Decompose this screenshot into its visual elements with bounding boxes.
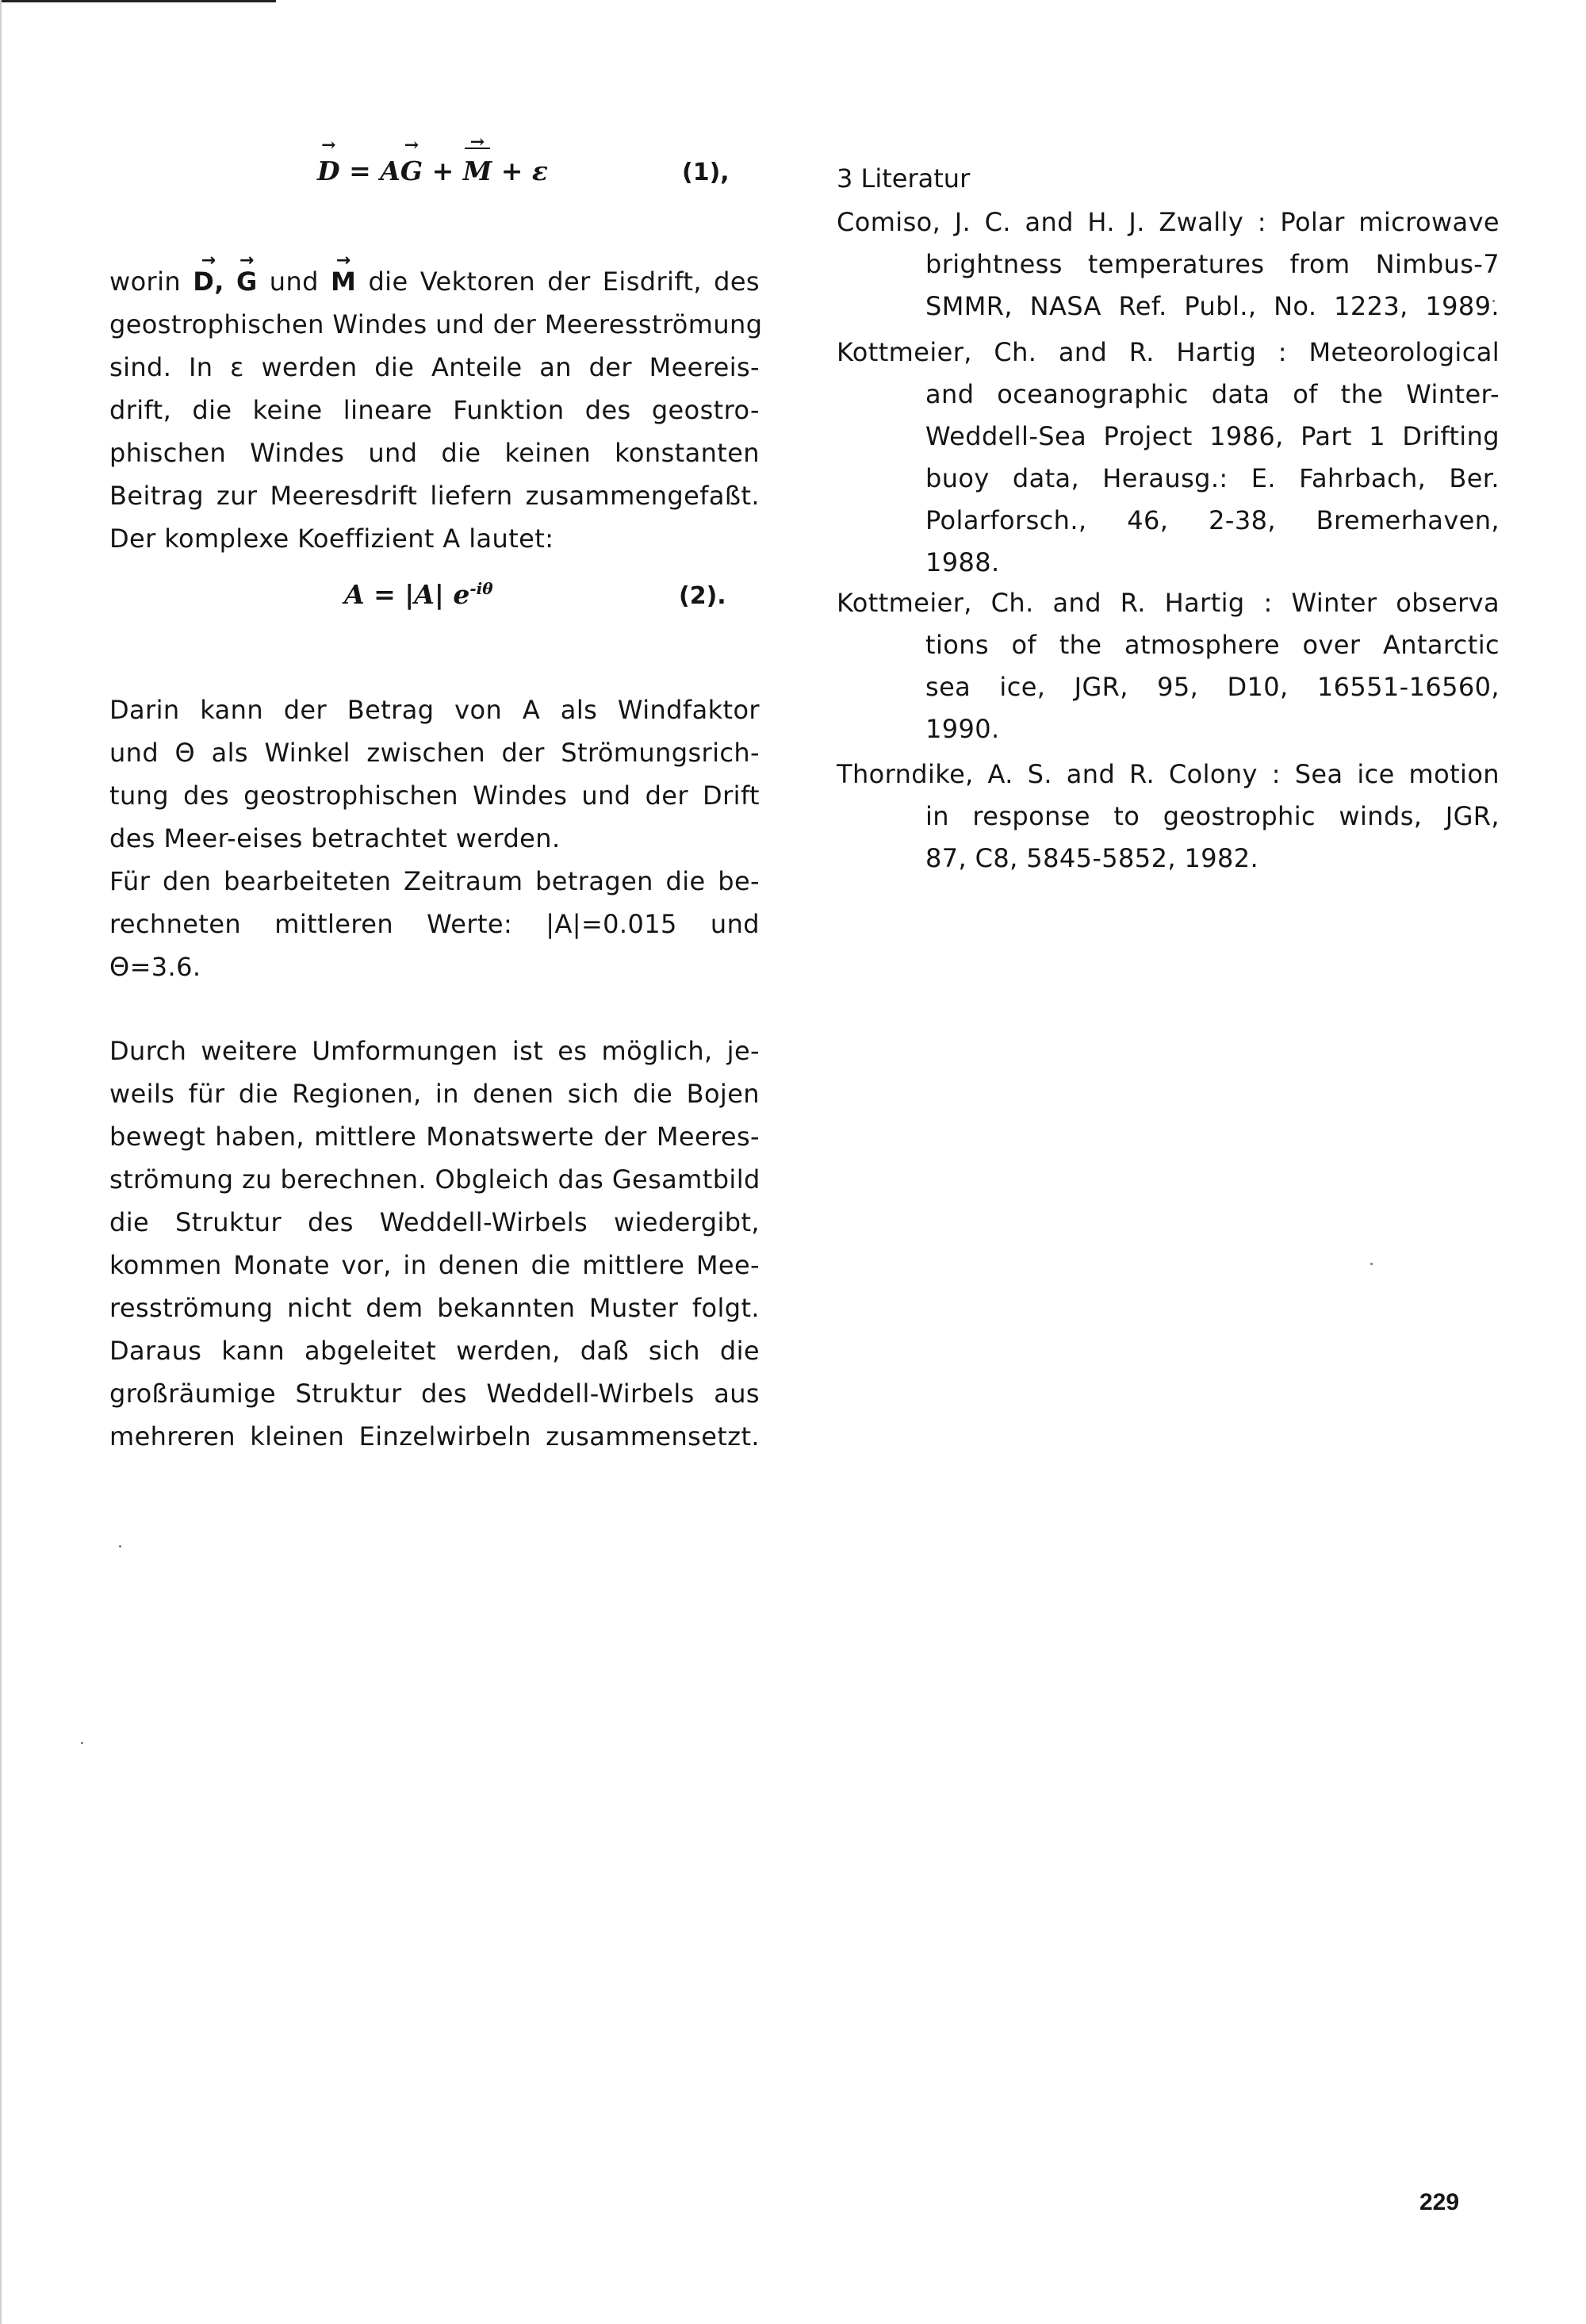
vector-m-mean: → M [463, 155, 492, 186]
reference-line: and oceanographic data of the Winter- [925, 379, 1500, 409]
reference-line: SMMR, NASA Ref. Publ., No. 1223, 1989. [925, 291, 1500, 321]
reference-line: Weddell-Sea Project 1986, Part 1 Drifting [925, 421, 1500, 451]
reference-line: Comiso, J. C. and H. J. Zwally : Polar microwave [837, 207, 1500, 237]
text-line: geostrophischen Windes und der Meeresströmung [109, 309, 763, 339]
reference-line: Kottmeier, Ch. and R. Hartig : Winter observa [837, 588, 1500, 618]
equals-sign: = [349, 155, 371, 186]
top-rule [0, 0, 276, 2]
text-line: kommen Monate vor, in denen die mittlere Mee- [109, 1250, 760, 1280]
reference-comiso [837, 201, 1500, 328]
scan-speck [1370, 1263, 1373, 1265]
reference-line: tions of the atmosphere over Antarctic [925, 630, 1500, 660]
text-line: drift, die keine lineare Funktion des geostro- [109, 395, 760, 425]
scan-speck [81, 1742, 83, 1744]
reference-line: Thorndike, A. S. and R. Colony : Sea ice motion [837, 759, 1500, 789]
text-line: worin → D, → G und → M die Vektoren der Eisdrift, des [109, 260, 760, 303]
epsilon-term: ε [531, 155, 548, 186]
reference-line: 1988. [925, 547, 1000, 577]
equation-1 [317, 155, 548, 186]
text-line: des Meer-eises betrachtet werden. [109, 823, 561, 853]
scan-speck [119, 1545, 121, 1547]
reference-line: buoy data, Herausg.: E. Fahrbach, Ber. [925, 463, 1500, 493]
reference-line: brightness temperatures from Nimbus-7 [925, 249, 1500, 279]
plus-sign: + [431, 155, 454, 186]
reference-line: in response to geostrophic winds, JGR, [925, 801, 1500, 831]
text-line: sind. In ε werden die Anteile an der Meereis- [109, 352, 760, 382]
text-line: bewegt haben, mittlere Monatswerte der Meeres- [109, 1122, 760, 1152]
text-line: resströmung nicht dem bekannten Muster folgt. [109, 1293, 760, 1323]
text-line: Durch weitere Umformungen ist es möglich, je- [109, 1036, 760, 1066]
references-heading: 3 Literatur [837, 163, 971, 194]
reference-thorndike [837, 754, 1500, 880]
reference-line: 1990. [925, 714, 1000, 744]
text-line: strömung zu berechnen. Obgleich das Gesamtbild [109, 1164, 760, 1195]
plus-sign: + [500, 155, 523, 186]
equation-2-number: (2). [679, 582, 726, 610]
text-line: weils für die Regionen, in denen sich die Bojen [109, 1079, 760, 1109]
reference-line: 87, C8, 5845-5852, 1982. [925, 843, 1259, 873]
text-line: Der komplexe Koeffizient A lautet: [109, 523, 554, 554]
paragraph-windfactor [109, 688, 760, 988]
reference-kottmeier-1990 [837, 582, 1500, 750]
exponent: -iθ [469, 579, 493, 598]
text-line: Für den bearbeiteten Zeitraum betragen die be- [109, 866, 760, 896]
text-line: phischen Windes und die keinen konstanten [109, 438, 760, 468]
text-line: großräumige Struktur des Weddell-Wirbels aus [109, 1379, 760, 1409]
paragraph-vectors [109, 260, 763, 560]
vector-g-inline: → G [236, 260, 258, 303]
reference-kottmeier-1988 [837, 332, 1500, 584]
vector-m-inline: → M [331, 260, 356, 303]
text-line: rechneten mittleren Werte: |A|=0.015 und [109, 909, 760, 939]
reference-line: Kottmeier, Ch. and R. Hartig : Meteorological [837, 337, 1500, 367]
equation-2 [344, 579, 493, 610]
text-line: Daraus kann abgeleitet werden, daß sich die [109, 1336, 760, 1366]
text-line: mehreren kleinen Einzelwirbeln zusammensetzt. [109, 1421, 760, 1452]
equation-2-rhs: = |A| e [374, 579, 470, 610]
vector-g: → G [400, 155, 423, 186]
scan-edge [0, 0, 2, 2324]
paragraph-conclusion [109, 1030, 760, 1458]
reference-line: Polarforsch., 46, 2-38, Bremerhaven, [925, 505, 1500, 535]
vector-d-inline: → D, [193, 260, 224, 303]
text-line: tung des geostrophischen Windes und der Drift [109, 780, 760, 811]
vector-d: → D [317, 155, 340, 186]
page-number: 229 [1419, 2189, 1460, 2215]
text-line: Darin kann der Betrag von A als Windfaktor [109, 695, 760, 725]
coefficient-a: A [380, 155, 400, 186]
reference-line: sea ice, JGR, 95, D10, 16551-16560, [925, 672, 1500, 702]
coefficient-a: A [344, 579, 365, 610]
text-line: Θ=3.6. [109, 952, 201, 982]
text-line: die Struktur des Weddell-Wirbels wiedergibt, [109, 1207, 760, 1237]
text-line: und Θ als Winkel zwischen der Strömungsrich- [109, 738, 760, 768]
text-line: Beitrag zur Meeresdrift liefern zusammengefaßt. [109, 481, 760, 511]
equation-1-number: (1), [682, 159, 730, 186]
